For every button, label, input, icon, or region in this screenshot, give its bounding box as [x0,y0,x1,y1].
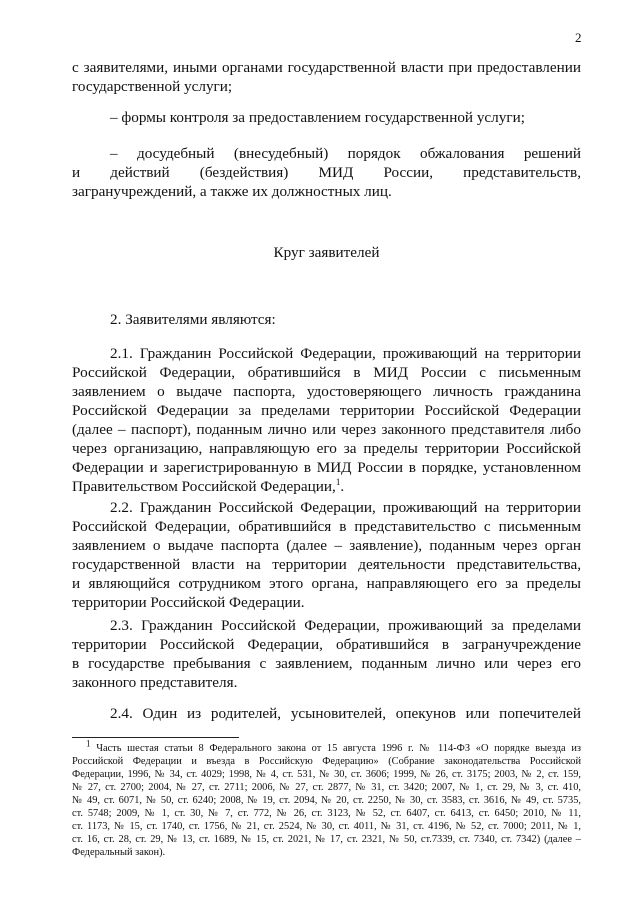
text-line: 2. Заявителями являются: [110,311,276,328]
text-line: государственной услуги; [72,78,233,95]
text-line: и действий (бездействия) МИД России, представительств, [72,164,581,181]
text-line: в государстве пребывания с заявлением, поданным лично или через его [72,655,581,672]
text-line: Российской Федерации, обратившийся в представительство с письменным [72,518,581,535]
text-line [72,477,581,496]
paragraph-2 [72,310,619,329]
text-line-tail: . [340,478,345,495]
footnote-marker: 1 [86,738,91,749]
intro-paragraph [72,58,581,96]
paragraph-2-2 [72,498,581,612]
footnote-line: № 27, ст. 2700; 2004, № 27, ст. 2711; 2006, № 27, ст. 2877, № 31, ст. 3420; 2007, № 1, ст. 29, № 3, ст. 410, [72,782,581,793]
footnote-line: Федеральный закон). [72,847,166,858]
footnote-line [72,738,581,755]
footnote-line: ст. 16, ст. 28, ст. 29, № 13, ст. 1689, № 15, ст. 2021, № 17, ст. 2321, № 50, ст.7339, ст. 7340, ст. 7342) (далее – [72,834,581,845]
footnote-line-text: Часть шестая статьи 8 Федерального закона от 15 августа 1996 г. № 114-ФЗ «О порядке выезда из [96,743,581,754]
appeal-procedure-item [72,144,581,201]
text-line: – формы контроля за предоставлением государственной услуги; [110,109,525,126]
text-line: 2.2. Гражданин Российской Федерации, проживающий на территории [110,499,581,516]
forms-of-control-item [72,108,619,127]
footnote-line: Федерации, 1996, № 34, ст. 4029; 1998, № 4, ст. 531, № 30, ст. 3606; 1999, № 26, ст. 3175; 2003, № 2, ст. 159, [72,769,581,780]
text-line: заявлением о выдаче паспорта (далее – заявление), поданным через орган [72,537,581,554]
footnote-line: ст. 1173, № 15, ст. 1740, ст. 1756, № 21, ст. 2524, № 30, ст. 4011, № 31, ст. 4196, № 52, ст. 7000; 2011, № 1, [72,821,581,832]
text-line: 2.3. Гражданин Российской Федерации, проживающий за пределами [110,617,581,634]
text-line: заявлением о выдаче паспорта, удостоверяющего личность гражданина [72,383,581,400]
footnote-line: ст. 5748; 2009, № 1, ст. 30, № 7, ст. 772, № 26, ст. 3123, № 52, ст. 6407, ст. 6413, ст. 6450; 2010, № 11, [72,808,581,819]
text-line-body: Правительством Российской Федерации, [72,478,336,495]
text-line: государственной власти на территории деятельности представительства, [72,556,581,573]
text-line: (далее – паспорт), поданным лично или через законного представителя либо [72,421,581,438]
paragraph-2-3 [72,616,581,692]
text-line: 2.4. Один из родителей, усыновителей, опекунов или попечителей [110,705,581,722]
page-number: 2 [575,30,582,45]
text-line: – досудебный (внесудебный) порядок обжалования решений [110,145,581,162]
text-line: территории Российской Федерации, обратившийся в загранучреждение [72,636,581,653]
paragraph-2-4 [72,704,581,723]
section-heading: Круг заявителей [273,244,380,261]
footnote-line: Российской Федерации и въезда в Российскую Федерацию» (Собрание законодательства Российской [72,756,581,767]
text-line: законного представителя. [72,674,238,691]
footnote-line: № 49, ст. 6071, № 50, ст. 6240; 2008, № 19, ст. 2094, № 20, ст. 2250, № 30, ст. 3583, ст. 3616, № 49, ст. 5735, [72,795,581,806]
text-line: и являющийся сотрудником этого органа, направляющего его за пределы [72,575,581,592]
text-line: Российской Федерации за пределами территории Российской Федерации [72,402,581,419]
footnote [72,738,581,859]
paragraph-2-1 [72,344,581,496]
text-line: Российской Федерации, обратившийся в МИД России с письменным [72,364,581,381]
text-line: через организацию, направляющую его за пределы территории Российской [72,440,581,457]
text-line: территории Российской Федерации. [72,594,305,611]
text-line: с заявителями, иными органами государственной власти при предоставлении [72,59,581,76]
text-line: загранучреждений, а также их должностных лиц. [72,183,392,200]
text-line: 2.1. Гражданин Российской Федерации, проживающий на территории [110,345,581,362]
text-line: Федерации и зарегистрированную в МИД России в порядке, установленном [72,459,581,476]
footnote-divider [72,737,239,738]
footnote-reference[interactable]: 1 [335,476,341,487]
